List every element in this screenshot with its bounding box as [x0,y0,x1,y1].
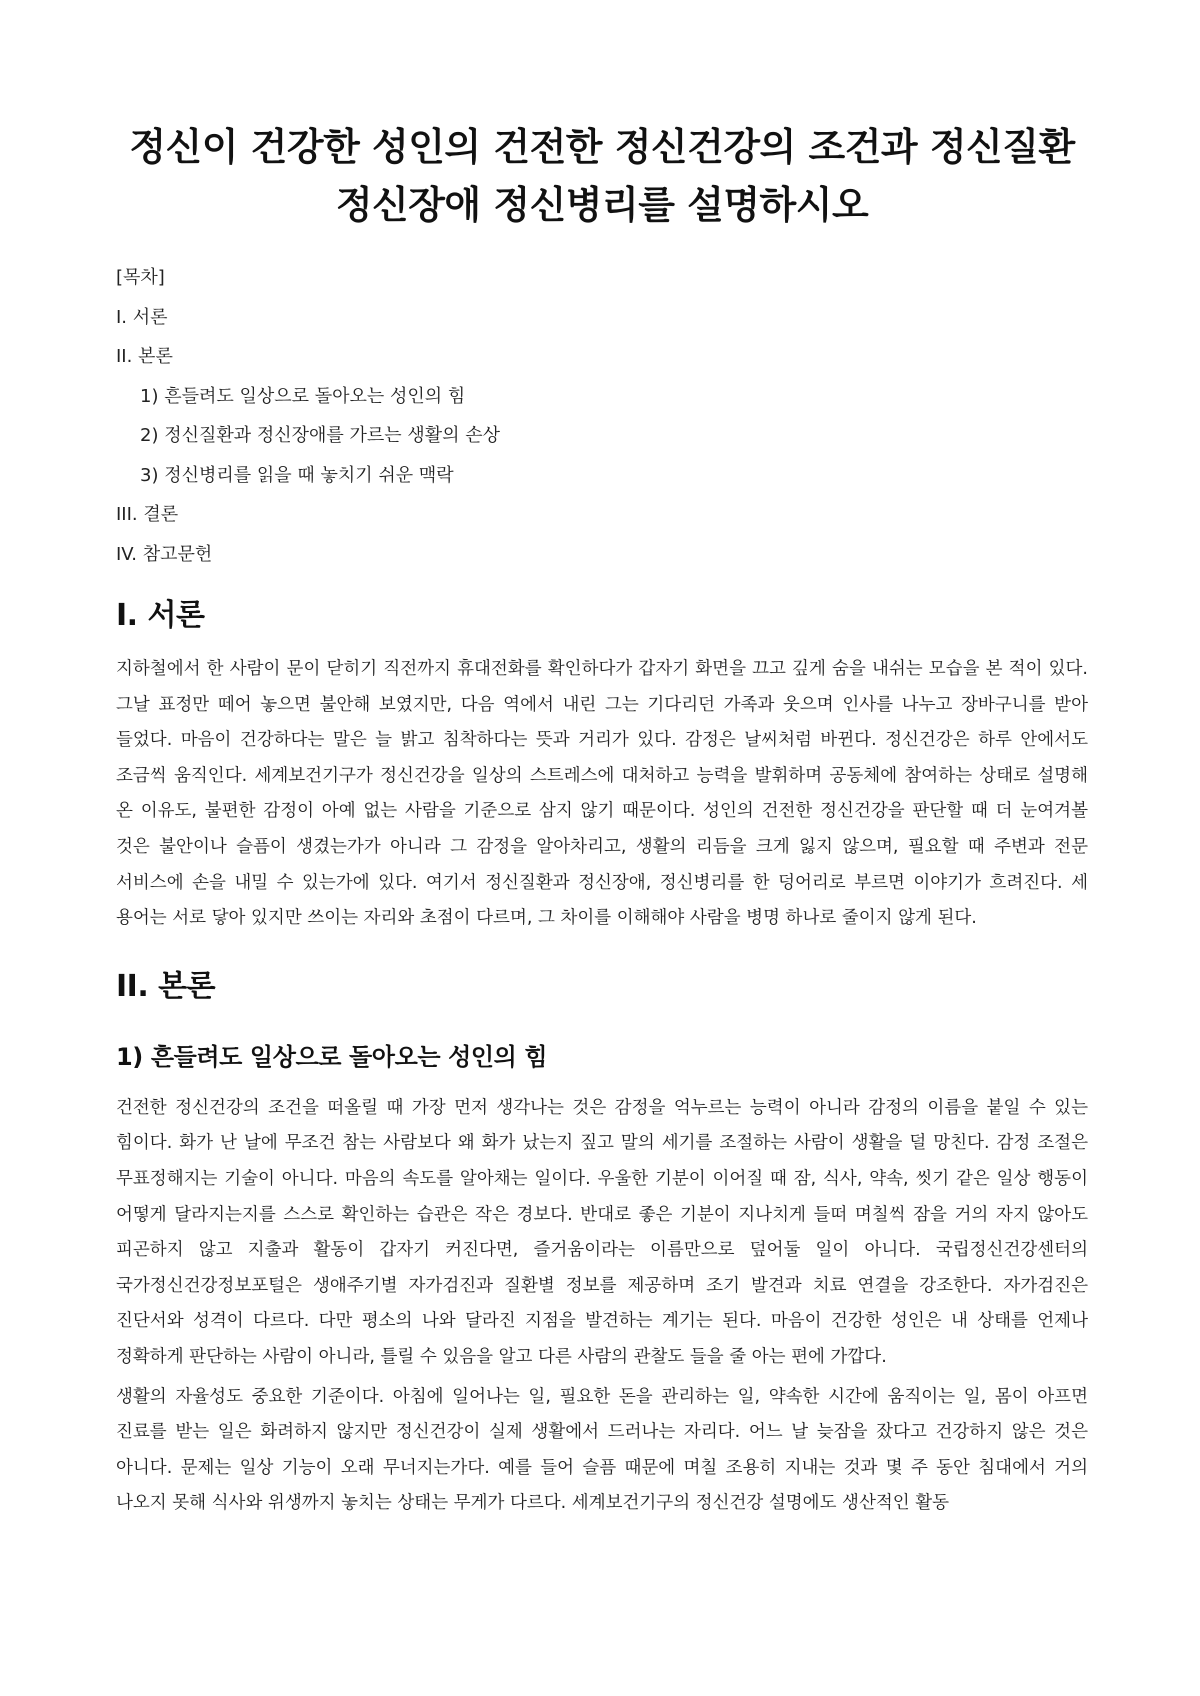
section-introduction [116,594,1088,937]
toc-item-body-sub3: 3) 정신병리를 읽을 때 놓치기 쉬운 맥락 [140,464,454,486]
section-body [116,965,1088,1522]
table-of-contents [116,258,1088,574]
section-heading-body: II. 본론 [116,968,216,1004]
subsection-1-paragraph-1: 건전한 정신건강의 조건을 떠올릴 때 가장 먼저 생각나는 것은 감정을 억누르는 능력이 아니라 감정의 이름을 붙일 수 있는 힘이다. 화가 난 날에 무조건 참는 사람보다 왜 화가 났는지 짚고 말의 세기를 조절하는 사람이 생활을 덜 망친다. 감정 조절은 무표정해지는 기술이 아니다. 마음의 속도를 알아채는 일이다. 우울한 기분이 이어질 때 잠, 식사, 약속, 씻기 같은 일상 행동이 어떻게 달라지는지를 스스로 확인하는 습관은 작은 경보다. 반대로 좋은 기분이 지나치게 들떠 며칠씩 잠을 거의 자지 않아도 피곤하지 않고 지출과 활동이 갑자기 커진다면, 즐거움이라는 이름만으로 덮어둘 일이 아니다. 국립정신건강센터의 국가정신건강정보포털은 생애주기별 자가검진과 질환별 정보를 제공하며 조기 발견과 치료 연결을 강조한다. 자가검진은 진단서와 성격이 다르다. 다만 평소의 나와 달라진 지점을 발견하는 계기는 된다. 마음이 건강한 성인은 내 상태를 언제나 정확하게 판단하는 사람이 아니라, 틀릴 수 있음을 알고 다른 사람의 관찰도 들을 줄 아는 편에 가깝다. [116,1097,1088,1367]
subsection-1-paragraph-2: 생활의 자율성도 중요한 기준이다. 아침에 일어나는 일, 필요한 돈을 관리하는 일, 약속한 시간에 움직이는 일, 몸이 아프면 진료를 받는 일은 화려하지 않지만 정신건강이 실제 생활에서 드러나는 자리다. 어느 날 늦잠을 잤다고 건강하지 않은 것은 아니다. 문제는 일상 기능이 오래 무너지는가다. 예를 들어 슬픔 때문에 며칠 조용히 지내는 것과 몇 주 동안 침대에서 거의 나오지 못해 식사와 위생까지 놓치는 상태는 무게가 다르다. 세계보건기구의 정신건강 설명에도 생산적인 활동 [116,1386,1088,1514]
introduction-paragraph: 지하철에서 한 사람이 문이 닫히기 직전까지 휴대전화를 확인하다가 갑자기 화면을 끄고 깊게 숨을 내쉬는 모습을 본 적이 있다. 그날 표정만 떼어 놓으면 불안해 보였지만, 다음 역에서 내린 그는 기다리던 가족과 웃으며 인사를 나누고 장바구니를 받아 들었다. 마음이 건강하다는 말은 늘 밝고 침착하다는 뜻과 거리가 있다. 감정은 날씨처럼 바뀐다. 정신건강은 하루 안에서도 조금씩 움직인다. 세계보건기구가 정신건강을 일상의 스트레스에 대처하고 능력을 발휘하며 공동체에 참여하는 상태로 설명해 온 이유도, 불편한 감정이 아예 없는 사람을 기준으로 삼지 않기 때문이다. 성인의 건전한 정신건강을 판단할 때 더 눈여겨볼 것은 불안이나 슬픔이 생겼는가가 아니라 그 감정을 알아차리고, 생활의 리듬을 크게 잃지 않으며, 필요할 때 주변과 전문 서비스에 손을 내밀 수 있는가에 있다. 여기서 정신질환과 정신장애, 정신병리를 한 덩어리로 부르면 이야기가 흐려진다. 세 용어는 서로 닿아 있지만 쓰이는 자리와 초점이 다르며, 그 차이를 이해해야 사람을 병명 하나로 줄이지 않게 된다. [116,659,1088,929]
toc-item-conclusion: III. 결론 [116,504,179,525]
toc-item-body-sub1: 1) 흔들려도 일상으로 돌아오는 성인의 힘 [140,385,466,407]
toc-item-body-sub2: 2) 정신질환과 정신장애를 가르는 생활의 손상 [140,425,501,446]
document-title: 정신이 건강한 성인의 건전한 정신건강의 조건과 정신질환 정신장애 정신병리를 설명하시오 [129,125,1075,227]
toc-item-body: II. 본론 [116,346,173,367]
toc-label: [목차] [116,267,165,288]
subsection-heading-1: 1) 흔들려도 일상으로 돌아오는 성인의 힘 [116,1042,548,1071]
section-heading-introduction: I. 서론 [116,598,205,633]
toc-item-introduction: I. 서론 [116,306,168,328]
toc-item-references: IV. 참고문헌 [116,543,213,565]
